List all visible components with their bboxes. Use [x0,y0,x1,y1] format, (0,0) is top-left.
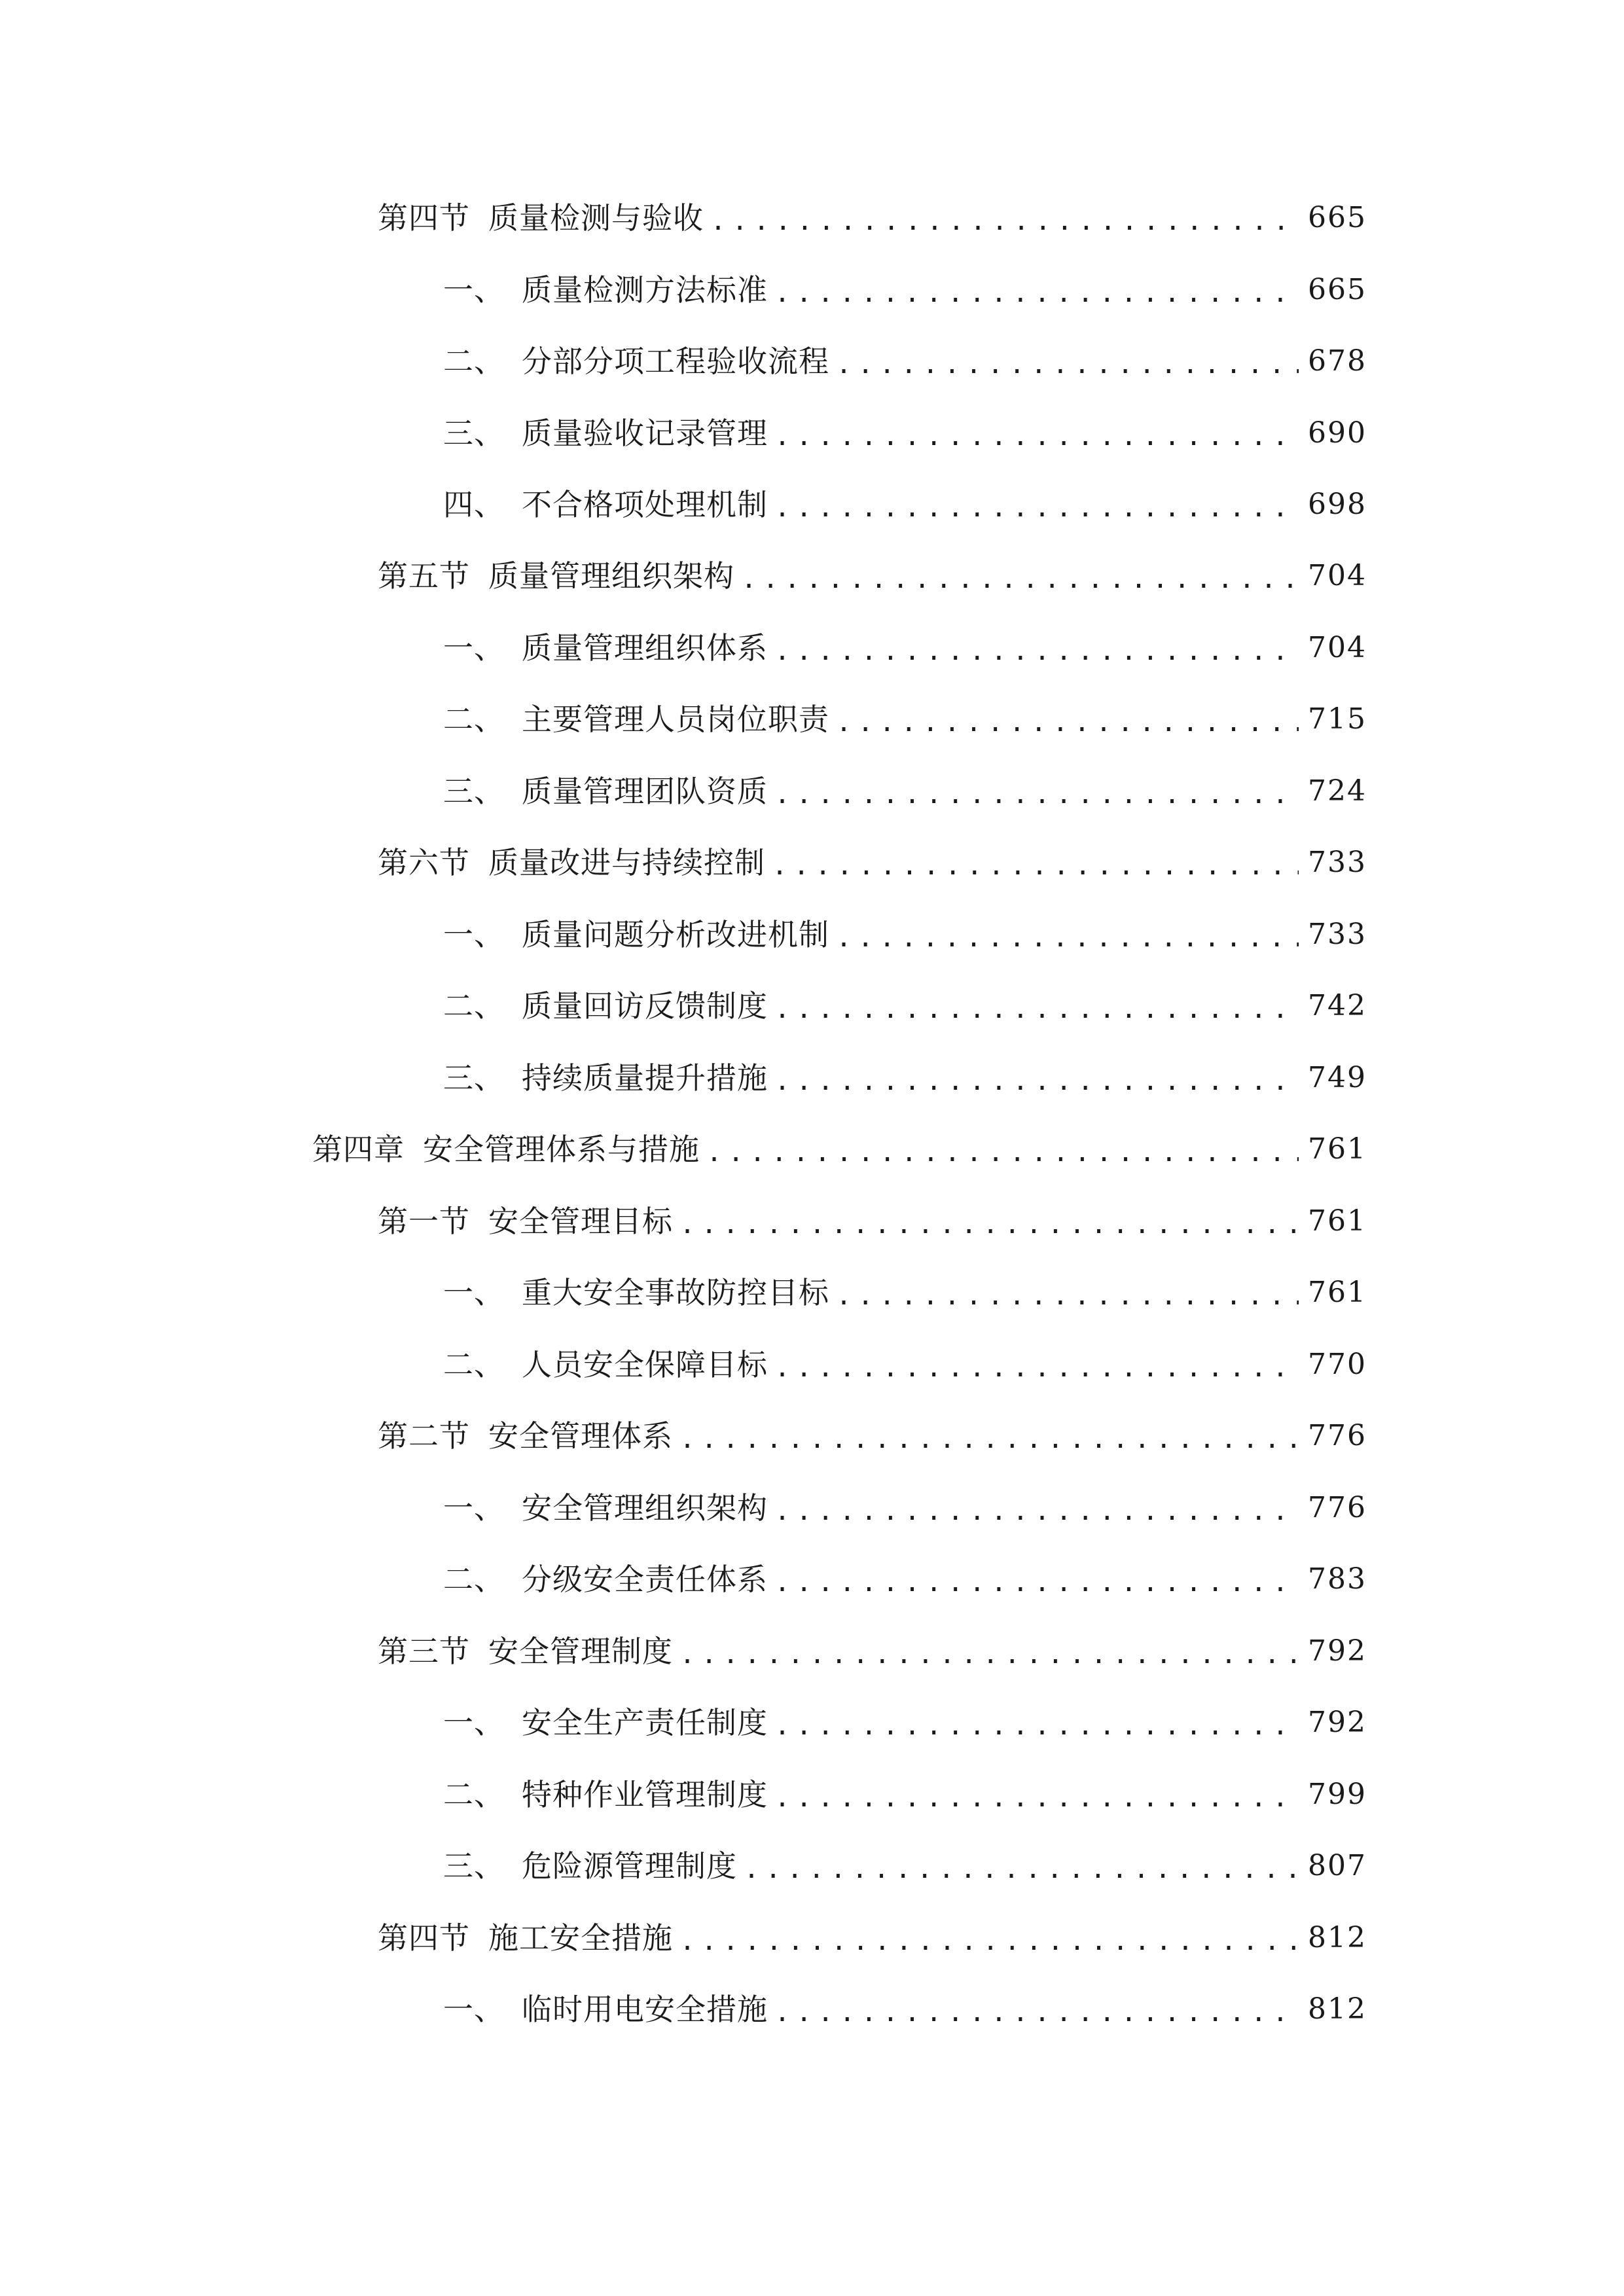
toc-entry[interactable] [378,1410,1367,1462]
dot-leader [836,1266,1299,1319]
toc-entry-title: 安全管理体系与措施 [423,1132,700,1167]
toc-entry-page: 783 [1308,1562,1367,1596]
toc-entry-label [443,335,829,387]
dot-leader [774,1553,1299,1605]
toc-entry[interactable] [443,1696,1367,1749]
dot-leader [741,550,1299,602]
toc-entry[interactable] [443,980,1367,1032]
toc-entry-number: 二、 [443,1562,505,1597]
toc-entry-title: 分级安全责任体系 [522,1562,768,1597]
toc-entry-page: 770 [1308,1348,1367,1381]
toc-entry-label [443,1983,768,2036]
toc-entry-title: 重大安全事故防控目标 [522,1275,829,1310]
toc-entry-number: 第三节 [378,1634,470,1669]
toc-entry-label [443,1338,768,1391]
dot-leader [679,1410,1299,1462]
toc-entry-title: 质量改进与持续控制 [488,845,765,880]
dot-leader [679,1625,1299,1677]
toc-entry[interactable] [378,1912,1367,1964]
toc-entry-title: 质量检测方法标准 [522,272,768,308]
toc-entry-label [443,1482,768,1534]
toc-entry-page: 678 [1308,344,1367,378]
toc-entry-title: 安全管理体系 [488,1418,673,1454]
toc-entry-label [443,693,829,745]
dot-leader [774,622,1299,674]
toc-entry[interactable] [378,1625,1367,1677]
toc-entry-label [443,1052,768,1104]
toc-entry-label [378,1410,673,1462]
toc-entry-page: 665 [1308,273,1367,306]
dot-leader [774,1696,1299,1749]
toc-entry[interactable] [378,550,1367,602]
toc-entry-page: 812 [1308,1921,1367,1954]
toc-entry-page: 704 [1308,559,1367,592]
toc-entry-label [443,765,768,817]
toc-entry-page: 792 [1308,1634,1367,1668]
toc-entry-label [443,1553,768,1605]
toc-entry-page: 665 [1308,201,1367,234]
dot-leader [744,1840,1299,1892]
toc-entry[interactable] [443,1553,1367,1605]
toc-entry-title: 危险源管理制度 [522,1848,737,1884]
toc-entry-title: 安全管理目标 [488,1204,673,1239]
toc-entry-number: 一、 [443,630,505,666]
toc-entry-title: 质量问题分析改进机制 [522,917,829,952]
toc-entry-title: 安全生产责任制度 [522,1705,768,1740]
dot-leader [706,1123,1299,1175]
toc-entry-page: 792 [1308,1706,1367,1739]
toc-entry-number: 三、 [443,416,505,451]
dot-leader [774,980,1299,1032]
dot-leader [774,1983,1299,2036]
toc-entry-number: 一、 [443,1992,505,2027]
dot-leader [836,335,1299,387]
dot-leader [836,908,1299,961]
toc-entry-title: 质量检测与验收 [488,200,704,236]
toc-entry[interactable] [378,192,1367,244]
toc-entry-number: 三、 [443,1848,505,1884]
toc-entry-title: 质量管理组织架构 [488,558,734,594]
dot-leader [774,264,1299,316]
toc-entry-number: 一、 [443,1705,505,1740]
toc-entry[interactable] [443,1983,1367,2036]
dot-leader [836,693,1299,745]
toc-entry-title: 安全管理制度 [488,1634,673,1669]
toc-entry-number: 第四节 [378,200,470,236]
toc-entry-number: 第六节 [378,845,470,880]
toc-entry[interactable] [443,765,1367,817]
toc-entry-title: 特种作业管理制度 [522,1777,768,1812]
toc-entry-page: 742 [1308,989,1367,1022]
toc-entry-title: 人员安全保障目标 [522,1347,768,1382]
toc-entry-page: 724 [1308,774,1367,808]
toc-entry-page: 715 [1308,702,1367,736]
dot-leader [774,1338,1299,1391]
toc-entry-number: 二、 [443,1777,505,1812]
toc-entry-title: 质量验收记录管理 [522,416,768,451]
toc-entry-title: 质量回访反馈制度 [522,988,768,1024]
dot-leader [774,407,1299,459]
toc-entry-label [443,407,768,459]
toc-entry[interactable] [443,1338,1367,1391]
toc-entry[interactable] [443,407,1367,459]
toc-entry-label [443,908,829,961]
toc-entry-title: 主要管理人员岗位职责 [522,702,829,737]
toc-entry-page: 812 [1308,1992,1367,2026]
dot-leader [772,836,1299,889]
toc-entry-label [312,1123,700,1175]
toc-entry[interactable] [378,1195,1367,1247]
toc-entry[interactable] [443,335,1367,387]
toc-entry-label [378,192,704,244]
toc-entry-label [378,836,765,889]
dot-leader [679,1195,1299,1247]
toc-entry-page: 807 [1308,1849,1367,1882]
toc-entry-title: 持续质量提升措施 [522,1060,768,1096]
toc-entry[interactable] [443,1052,1367,1104]
toc-entry-number: 第二节 [378,1418,470,1454]
toc-entry-number: 第四节 [378,1920,470,1956]
toc-entry-page: 761 [1308,1132,1367,1166]
toc-entry-title: 安全管理组织架构 [522,1490,768,1526]
toc-entry[interactable] [443,264,1367,316]
toc-entry-label [443,1768,768,1821]
dot-leader [679,1912,1299,1964]
toc-entry-page: 761 [1308,1204,1367,1238]
toc-entry-label [443,980,768,1032]
toc-entry-label [443,1696,768,1749]
toc-entry-label [378,1195,673,1247]
toc-entry-label [443,1266,829,1319]
toc-entry[interactable] [443,1768,1367,1821]
toc-entry[interactable] [312,1123,1367,1175]
toc-entry[interactable] [443,622,1367,674]
toc-entry-label [443,264,768,316]
toc-entry-label [378,1625,673,1677]
toc-entry-label [443,478,768,531]
toc-entry-page: 704 [1308,631,1367,664]
dot-leader [774,1052,1299,1104]
toc-entry-number: 三、 [443,1060,505,1096]
toc-entry-title: 施工安全措施 [488,1920,673,1956]
toc-entry[interactable] [443,693,1367,745]
toc-entry-page: 761 [1308,1276,1367,1309]
toc-entry-title: 分部分项工程验收流程 [522,344,829,379]
dot-leader [774,478,1299,531]
toc-entry[interactable] [378,836,1367,889]
dot-leader [774,1768,1299,1821]
toc-entry-number: 三、 [443,774,505,809]
toc-entry-page: 749 [1308,1061,1367,1094]
toc-entry-number: 第一节 [378,1204,470,1239]
toc-entry-label [443,622,768,674]
toc-entry-number: 二、 [443,1347,505,1382]
toc-entry-page: 733 [1308,846,1367,879]
toc-entry-title: 不合格项处理机制 [522,487,768,522]
dot-leader [774,1482,1299,1534]
toc-entry-page: 799 [1308,1778,1367,1811]
toc-entry-page: 776 [1308,1419,1367,1452]
toc-entry-page: 690 [1308,416,1367,450]
toc-entry-label [378,550,734,602]
toc-entry-number: 一、 [443,917,505,952]
dot-leader [710,192,1299,244]
toc-entry[interactable] [443,478,1367,531]
toc-entry-title: 质量管理组织体系 [522,630,768,666]
toc-entry[interactable] [443,1266,1367,1319]
toc-entry-title: 临时用电安全措施 [522,1992,768,2027]
toc-entry-number: 第五节 [378,558,470,594]
toc-entry-number: 一、 [443,272,505,308]
toc-entry-number: 二、 [443,702,505,737]
toc-entry[interactable] [443,1840,1367,1892]
toc-entry-number: 第四章 [312,1132,405,1167]
toc-entry-number: 二、 [443,988,505,1024]
toc-entry-page: 698 [1308,488,1367,521]
toc-entry-number: 四、 [443,487,505,522]
toc-entry-title: 质量管理团队资质 [522,774,768,809]
toc-entry-label [443,1840,737,1892]
toc-entry[interactable] [443,1482,1367,1534]
dot-leader [774,765,1299,817]
toc-entry-number: 一、 [443,1275,505,1310]
toc-entry-page: 733 [1308,918,1367,951]
toc-entry-label [378,1912,673,1964]
toc-entry-number: 一、 [443,1490,505,1526]
toc-entry-page: 776 [1308,1491,1367,1524]
toc-entry[interactable] [443,908,1367,961]
toc-entry-number: 二、 [443,344,505,379]
